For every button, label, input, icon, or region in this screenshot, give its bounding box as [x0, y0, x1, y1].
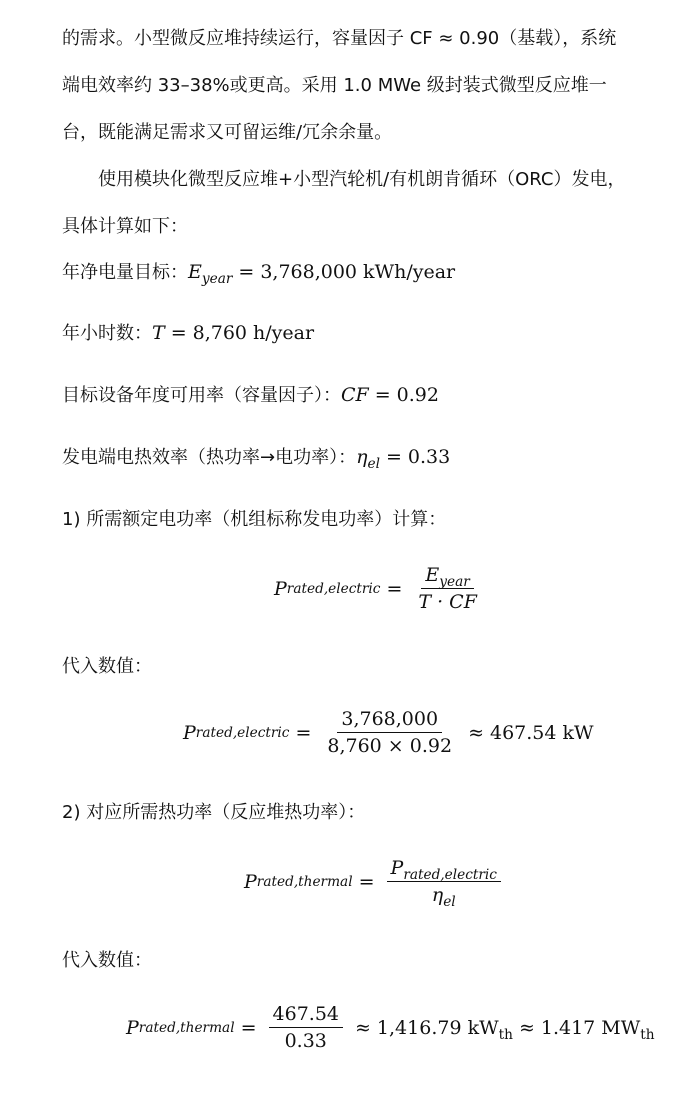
formula-electric-rel: =: [386, 577, 403, 600]
formula-thermal: P rated,thermal = $\frac{P_{rated,electric}}{\eta_{el}}$: [244, 857, 507, 906]
paragraph-1-line-1: 的需求。小型微反应堆持续运行，容量因子 CF ≈ 0.90（基载），系统: [62, 28, 617, 49]
numeric-thermal-numerator: 467.54: [269, 1003, 343, 1028]
step-1-sub-label: 代入数值：: [62, 656, 152, 677]
formula-thermal-numerator: [387, 857, 501, 882]
param-energy-rel: =: [238, 261, 255, 283]
numeric-thermal: P rated,thermal = $\frac{467.54}{0.33}$ ≈ 1,416.79 $kW_{th}$ ≈ 1.417 $MW_{th}$: [126, 1003, 655, 1052]
numeric-thermal-result-1-value: 1,416.79 kW: [376, 1016, 499, 1039]
paragraph-2-line-1: 使用模块化微型反应堆+小型汽轮机/有机朗肯循环（ORC）发电，: [98, 169, 626, 190]
step-2-heading: 2) 对应所需热功率（反应堆热功率）：: [62, 802, 366, 823]
param-energy: [62, 258, 456, 287]
numeric-thermal-result-2-sub: th: [640, 1026, 655, 1043]
numeric-thermal-approx-1: ≈: [355, 1016, 371, 1039]
param-hours-label: 年小时数：: [62, 323, 152, 344]
param-eff-value: 0.33: [407, 446, 451, 468]
step-2-sub-label: 代入数值：: [62, 950, 152, 971]
numeric-electric-fraction: [323, 708, 456, 757]
numeric-thermal-approx-2: ≈: [518, 1016, 535, 1039]
param-energy-label: 年净电量目标：: [62, 262, 188, 283]
numeric-thermal-fraction: [269, 1003, 343, 1052]
numeric-thermal-rel: =: [240, 1016, 257, 1039]
formula-electric-fraction: [414, 564, 481, 613]
numeric-electric-numerator: 3,768,000: [337, 708, 442, 733]
numeric-electric-lhs-symbol: P: [183, 721, 196, 744]
formula-thermal-den-sub: el: [443, 893, 456, 910]
param-eff-sub: el: [367, 455, 380, 472]
param-eff-symbol: η: [356, 446, 368, 468]
paragraph-1-line-2: 端电效率约 33–38%或更高。采用 1.0 MWe 级封装式微型反应堆一: [62, 75, 607, 96]
paragraph-1-line-3: 台，既能满足需求又可留运维/冗余余量。: [62, 122, 393, 143]
formula-electric-denominator: T · CF: [418, 591, 477, 613]
formula-thermal-denominator: [428, 882, 460, 910]
param-cf: [62, 381, 439, 407]
numeric-electric-approx: ≈: [468, 721, 484, 744]
numeric-electric-result: 467.54 kW: [489, 721, 594, 744]
paragraph-2-line-2: 具体计算如下：: [62, 216, 188, 237]
param-hours-value: 8,760 h/year: [192, 322, 315, 344]
formula-electric: P rated,electric = $\frac{E_{year}}{T \cdot CF}$: [274, 564, 487, 613]
numeric-thermal-result-2: [540, 1016, 655, 1043]
param-energy-sub: year: [201, 270, 233, 287]
formula-electric-numerator: [421, 564, 473, 589]
param-hours-rel: =: [170, 322, 187, 344]
numeric-thermal-denominator: 0.33: [284, 1030, 327, 1052]
param-eff-label: 发电端电热效率（热功率→电功率）：: [62, 447, 357, 468]
numeric-electric-denominator: 8,760 × 0.92: [327, 735, 453, 757]
numeric-thermal-lhs-symbol: P: [126, 1016, 139, 1039]
param-cf-rel: =: [374, 384, 391, 406]
step-1-heading: 1) 所需额定电功率（机组标称发电功率）计算：: [62, 509, 447, 530]
formula-thermal-fraction: [387, 857, 501, 910]
numeric-thermal-result-1-sub: th: [498, 1026, 513, 1043]
param-hours-symbol: T: [152, 322, 165, 344]
param-cf-value: 0.92: [396, 384, 439, 406]
formula-thermal-rel: =: [358, 870, 375, 893]
param-cf-symbol: CF: [341, 384, 369, 406]
param-hours: [62, 319, 314, 345]
param-cf-label: 目标设备年度可用率（容量因子）：: [62, 385, 341, 406]
param-eff-rel: =: [385, 446, 402, 468]
formula-thermal-num-sub: rated,electric: [403, 866, 497, 883]
formula-electric-num-sub: year: [439, 573, 470, 590]
param-energy-value: 3,768,000 kWh/year: [260, 261, 456, 283]
formula-thermal-lhs-symbol: P: [244, 870, 257, 893]
numeric-thermal-result-1: [376, 1016, 513, 1043]
formula-electric-num-symbol: E: [425, 564, 440, 586]
param-energy-symbol: E: [188, 261, 202, 283]
formula-thermal-den-symbol: η: [431, 884, 444, 906]
numeric-electric: P rated,electric = $\frac{3,768,000}{8,760 \times 0.92}$ ≈ 467.54 kW: [183, 708, 594, 757]
numeric-thermal-result-2-value: 1.417 MW: [540, 1016, 641, 1039]
param-eff: [62, 443, 451, 472]
formula-electric-lhs-symbol: P: [274, 577, 287, 600]
formula-thermal-num-symbol: P: [390, 857, 404, 879]
numeric-electric-rel: =: [295, 721, 312, 744]
